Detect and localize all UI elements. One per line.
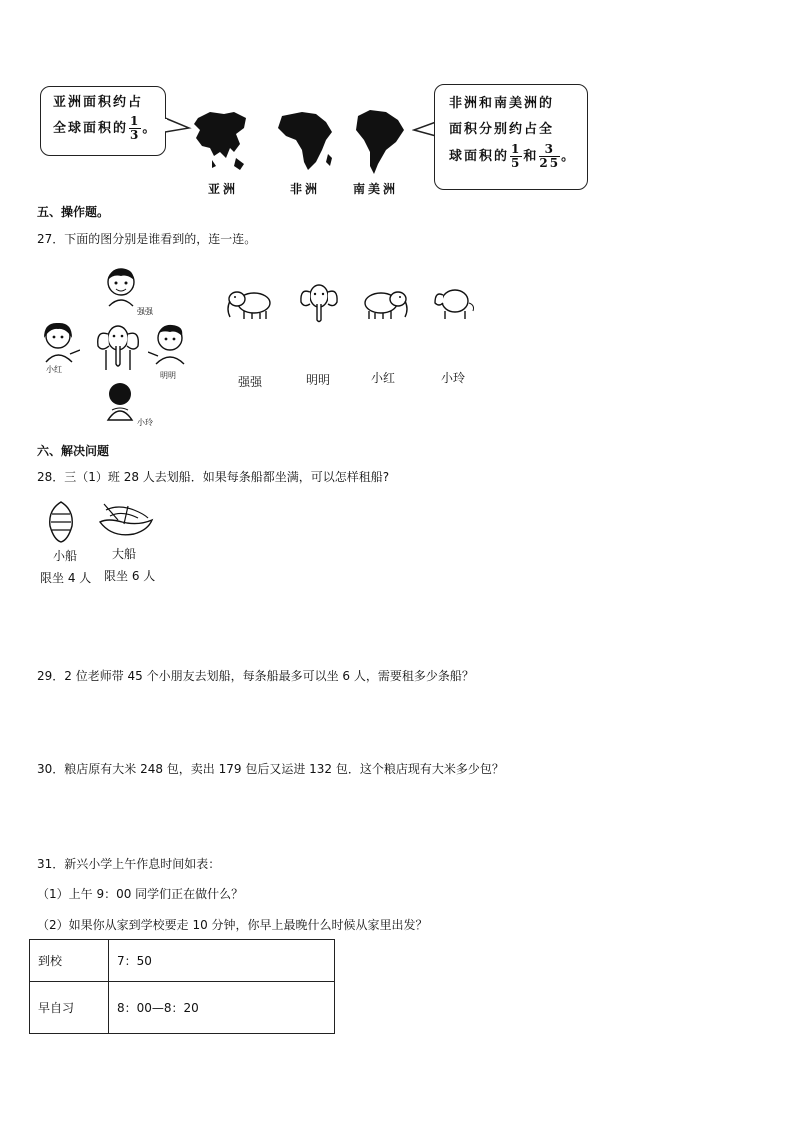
- elephant-left-side-icon: [224, 287, 274, 321]
- elephant-right-side-icon: [361, 287, 411, 321]
- africa-speech-bubble: [434, 84, 588, 190]
- section5-heading: 五、操作题。: [37, 205, 110, 219]
- name-qiangqiang: 强强: [137, 307, 153, 316]
- schedule-item: 早自习: [30, 982, 109, 1034]
- asia-map-icon: [190, 108, 250, 172]
- child-mingming-icon: [148, 322, 188, 366]
- continent-label-south-america: 南美洲: [353, 182, 399, 196]
- small-boat-label: 小船: [53, 549, 78, 563]
- schedule-time: 8：00—8：20: [109, 982, 335, 1034]
- big-boat-label: 大船: [112, 547, 137, 561]
- small-boat-icon: [44, 500, 78, 544]
- view-label-qiangqiang: 强强: [238, 375, 263, 389]
- fraction-one-third: $\frac{1}{3}$: [130, 114, 141, 142]
- view-label-xiaoling: 小玲: [441, 371, 466, 385]
- table-row: [30, 940, 335, 982]
- big-boat-icon: [98, 500, 154, 538]
- continent-label-asia: 亚洲: [208, 182, 239, 196]
- small-boat-limit: 限坐 4 人: [40, 571, 92, 585]
- schedule-time: 7：50: [109, 940, 335, 982]
- name-xiaohong: 小红: [46, 365, 62, 374]
- name-xiaoling: 小玲: [137, 418, 153, 427]
- africa-bubble-line2: 面积分别约占全: [449, 122, 555, 137]
- elephant-front-icon: [96, 320, 140, 372]
- child-xiaohong-icon: [40, 320, 80, 364]
- section6-heading: 六、解决问题: [37, 444, 110, 458]
- child-xiaoling-icon: [104, 380, 138, 424]
- question-27: 27．下面的图分别是谁看到的，连一连。: [37, 232, 257, 246]
- question-31-part1: （1）上午 9：00 同学们正在做什么？: [37, 887, 244, 901]
- question-28: 28．三（1）班 28 人去划船．如果每条船都坐满，可以怎样租船?: [37, 470, 390, 484]
- africa-bubble-line1: 非洲和南美洲的: [449, 96, 555, 111]
- table-row: [30, 982, 335, 1034]
- schedule-item: 到校: [30, 940, 109, 982]
- question-31: 31．新兴小学上午作息时间如表：: [37, 857, 221, 871]
- continent-label-africa: 非洲: [290, 182, 321, 196]
- asia-bubble-line2: 全球面积的 $\frac{1}{3}$ 。: [53, 114, 158, 142]
- fraction-three-twentyfifths: $\frac{3}{25}$: [539, 142, 561, 170]
- view-label-mingming: 明明: [306, 373, 331, 387]
- question-31-part2: （2）如果你从家到学校要走 10 分钟，你早上最晚什么时候从家里出发？: [37, 918, 428, 932]
- name-mingming: 明明: [160, 371, 176, 380]
- asia-speech-bubble: [40, 86, 166, 156]
- elephant-front-view-icon: [298, 280, 340, 324]
- elephant-back-view-icon: [431, 285, 477, 321]
- schedule-table: [29, 939, 335, 1034]
- africa-map-icon: [276, 110, 336, 174]
- question-29: 29．2 位老师带 45 个小朋友去划船，每条船最多可以坐 6 人，需要租多少条船？: [37, 669, 474, 683]
- big-boat-limit: 限坐 6 人: [104, 569, 156, 583]
- question-30: 30．粮店原有大米 248 包，卖出 179 包后又运进 132 包．这个粮店现有大米多少包？: [37, 762, 504, 776]
- fraction-one-fifth: $\frac{1}{5}$: [511, 142, 522, 170]
- south-america-map-icon: [352, 108, 408, 176]
- view-label-xiaohong: 小红: [371, 371, 396, 385]
- asia-bubble-line1: 亚洲面积约占: [53, 95, 144, 110]
- child-qiangqiang-icon: [103, 266, 141, 308]
- africa-bubble-line3: 球面积的 $\frac{1}{5}$ 和 $\frac{3}{25}$ 。: [449, 142, 577, 170]
